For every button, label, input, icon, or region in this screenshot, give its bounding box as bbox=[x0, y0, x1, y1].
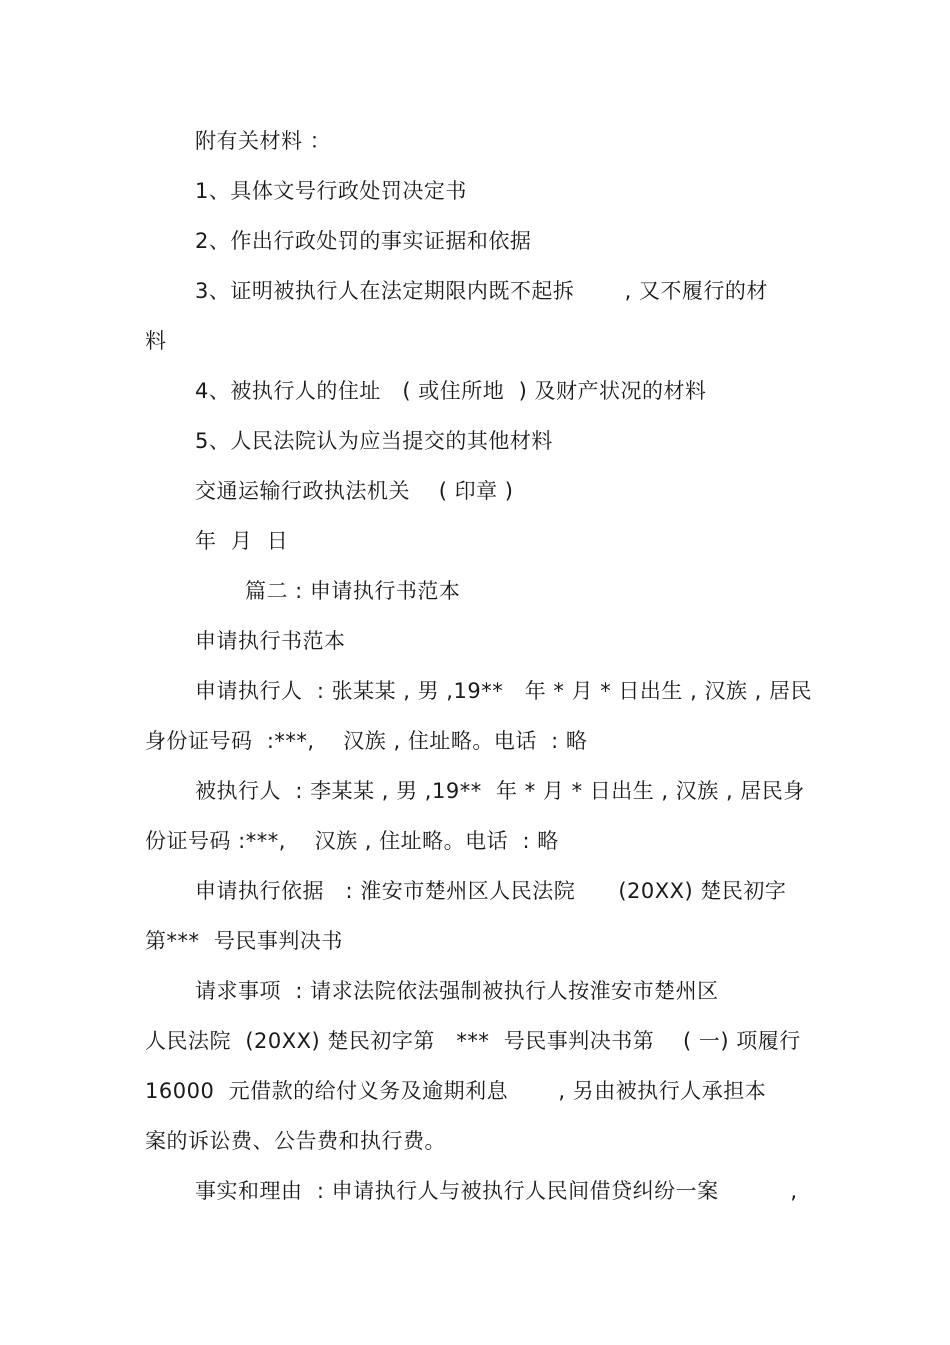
text-line: 4、被执行人的住址 ( 或住所地 ) 及财产状况的材料 bbox=[195, 379, 707, 403]
text-line: 事实和理由 : 申请执行人与被执行人民间借贷纠纷一案 , bbox=[195, 1179, 798, 1203]
text-line: 申请执行人 : 张某某 , 男 ,19** 年 * 月 * 日出生 , 汉族 , 居民 bbox=[195, 679, 812, 703]
text-line: 身份证号码 :***, 汉族 , 住址略。电话 : 略 bbox=[145, 729, 588, 753]
text-line: 被执行人 : 李某某 , 男 ,19** 年 * 月 * 日出生 , 汉族 , 居民身 bbox=[195, 779, 805, 803]
text-line: 交通运输行政执法机关 ( 印章 ) bbox=[195, 479, 514, 503]
text-line: 人民法院 (20XX) 楚民初字第 *** 号民事判决书第 ( 一) 项履行 bbox=[145, 1029, 801, 1053]
text-line: 案的诉讼费、公告费和执行费。 bbox=[145, 1129, 446, 1153]
text-line: 3、证明被执行人在法定期限内既不起拆 , 又不履行的材 bbox=[195, 279, 768, 303]
text-line: 请求事项 : 请求法院依法强制被执行人按淮安市楚州区 bbox=[195, 979, 719, 1003]
text-line: 5、人民法院认为应当提交的其他材料 bbox=[195, 429, 553, 453]
text-line: 份证号码 :***, 汉族 , 住址略。电话 : 略 bbox=[145, 829, 559, 853]
section-heading: 篇二 : 申请执行书范本 bbox=[245, 579, 461, 603]
document-title: 申请执行书范本 bbox=[195, 629, 346, 653]
text-line: 2、作出行政处罚的事实证据和依据 bbox=[195, 229, 532, 253]
text-line: 料 bbox=[145, 329, 167, 353]
text-line: 申请执行依据 : 淮安市楚州区人民法院 (20XX) 楚民初字 bbox=[195, 879, 787, 903]
text-line: 附有关材料 ： bbox=[195, 129, 332, 153]
text-line: 16000 元借款的给付义务及逾期利息 , 另由被执行人承担本 bbox=[145, 1079, 767, 1103]
text-line: 1、具体文号行政处罚决定书 bbox=[195, 179, 467, 203]
text-line: 年 月 日 bbox=[195, 529, 289, 553]
text-line: 第*** 号民事判决书 bbox=[145, 929, 343, 953]
